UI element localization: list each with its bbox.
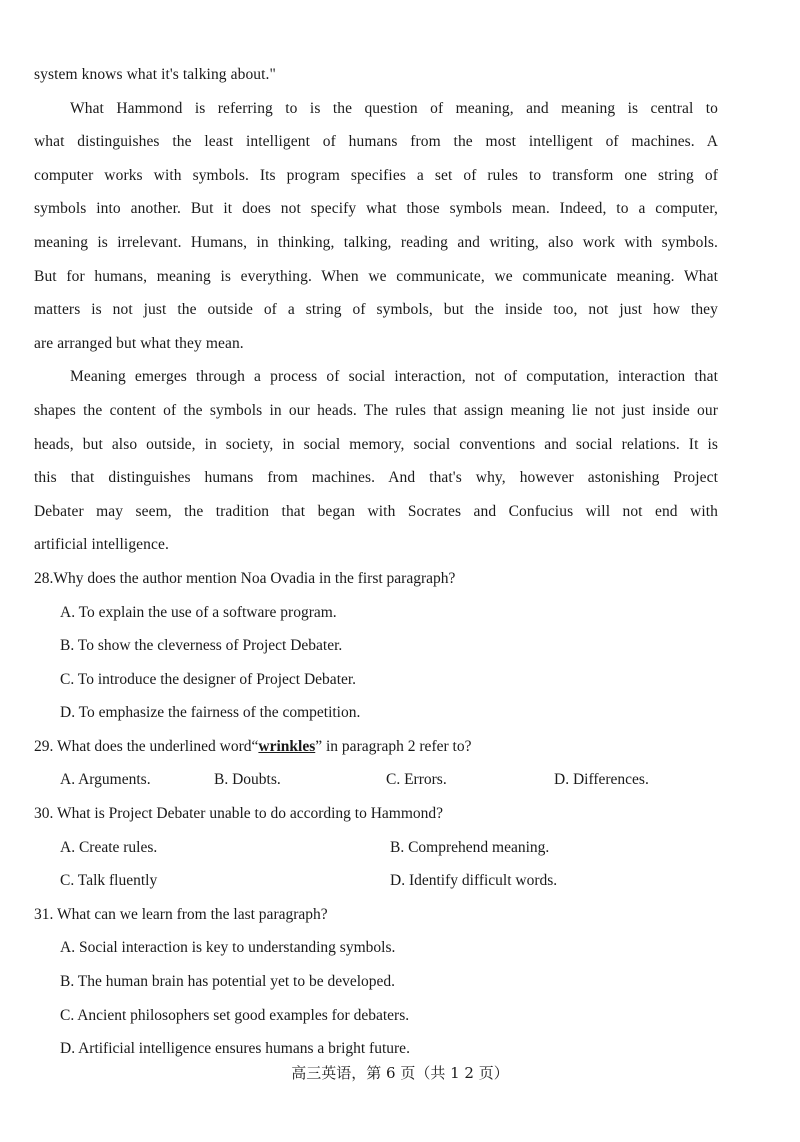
option-d: D. Differences. xyxy=(554,771,649,789)
option-d: D. To emphasize the fairness of the competition. xyxy=(60,704,361,722)
option-a: A. Create rules. xyxy=(60,838,158,856)
text-line: computer works with symbols. Its program specifies a set of rules to transform one string of xyxy=(34,166,718,184)
text-line: what distinguishes the least intelligent of humans from the most intelligent of machines. A xyxy=(34,133,718,151)
option-a: A. Social interaction is key to understanding symbols. xyxy=(60,939,396,957)
question-stem: 31. What can we learn from the last paragraph? xyxy=(34,905,328,923)
text-line: shapes the content of the symbols in our heads. The rules that assign meaning lie not just inside our xyxy=(34,401,718,419)
document-page xyxy=(34,58,718,1066)
question-stem: 30. What is Project Debater unable to do according to Hammond? xyxy=(34,805,444,823)
option-b: B. To show the cleverness of Project Debater. xyxy=(60,637,343,655)
text-line: But for humans, meaning is everything. When we communicate, we communicate meaning. What xyxy=(34,267,718,285)
option-b: B. The human brain has potential yet to be developed. xyxy=(60,973,396,991)
question-stem xyxy=(34,730,718,764)
option-c: C. To introduce the designer of Project Debater. xyxy=(60,670,357,688)
stem-before: 29. What does the underlined word“ xyxy=(34,737,259,755)
text-line: are arranged but what they mean. xyxy=(34,334,244,352)
options-row xyxy=(34,763,718,797)
paragraph-continuation xyxy=(34,58,718,92)
text-line: this that distinguishes humans from machines. And that's why, however astonishing Project xyxy=(34,469,718,487)
text-line: symbols into another. But it does not specify what those symbols mean. Indeed, to a computer, xyxy=(34,200,718,218)
text-line: Debater may seem, the tradition that began with Socrates and Confucius will not end with xyxy=(34,502,718,520)
text-line: system knows what it's talking about." xyxy=(34,66,276,83)
question-31 xyxy=(34,898,718,1066)
options-row xyxy=(34,864,718,898)
option-c: C. Errors. xyxy=(386,771,447,789)
option-b: B. Doubts. xyxy=(214,771,281,789)
question-28 xyxy=(34,562,718,730)
underlined-word: wrinkles xyxy=(258,737,316,755)
option-d: D. Identify difficult words. xyxy=(390,872,558,890)
question-30 xyxy=(34,797,718,898)
option-b: B. Comprehend meaning. xyxy=(390,838,550,856)
option-c: C. Ancient philosophers set good examples for debaters. xyxy=(60,1006,410,1024)
paragraph-social-interaction xyxy=(34,360,718,562)
options-row xyxy=(34,831,718,865)
text-line: artificial intelligence. xyxy=(34,536,169,554)
option-d: D. Artificial intelligence ensures humans a bright future. xyxy=(60,1040,410,1058)
question-29 xyxy=(34,730,718,797)
text-line: heads, but also outside, in society, in social memory, social conventions and social relations. It is xyxy=(34,435,718,453)
option-a: A. To explain the use of a software program. xyxy=(60,603,337,621)
option-c: C. Talk fluently xyxy=(60,872,158,890)
text-line: What Hammond is referring to is the question of meaning, and meaning is central to xyxy=(70,99,718,117)
text-line: meaning is irrelevant. Humans, in thinking, talking, reading and writing, also work with symbols. xyxy=(34,233,718,251)
text-line: matters is not just the outside of a string of symbols, but the inside too, not just how they xyxy=(34,301,718,319)
stem-after: ” in paragraph 2 refer to? xyxy=(315,737,472,755)
text-line: Meaning emerges through a process of social interaction, not of computation, interaction that xyxy=(70,368,718,386)
question-stem: 28.Why does the author mention Noa Ovadia in the first paragraph? xyxy=(34,569,456,587)
paragraph-hammond-meaning xyxy=(34,92,718,361)
option-a: A. Arguments. xyxy=(60,771,151,789)
page-footer: 高三英语，第 6 页（共 1 2 页） xyxy=(291,1064,509,1082)
